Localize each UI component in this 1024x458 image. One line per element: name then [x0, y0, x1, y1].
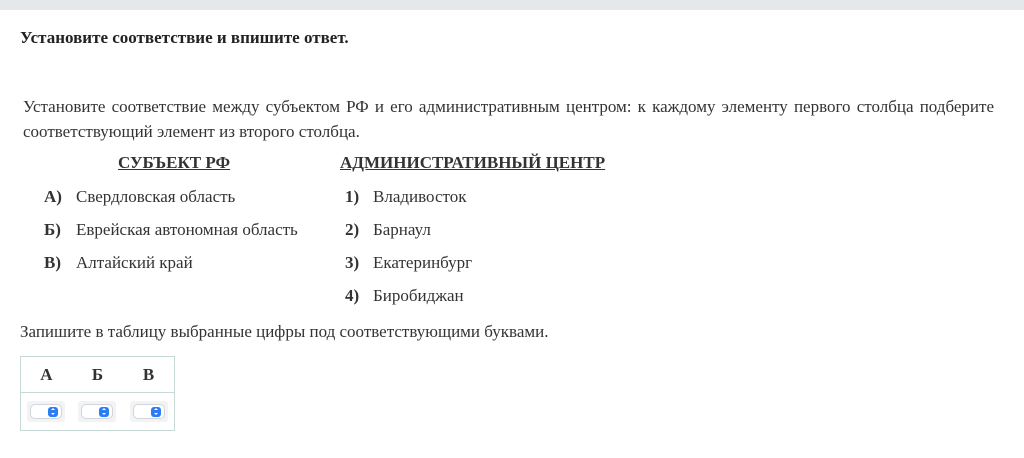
right-item-text: Екатеринбург	[373, 253, 473, 272]
chevron-up-down-icon	[99, 407, 109, 417]
chevron-up-down-icon	[151, 407, 161, 417]
answer-select-b[interactable]	[78, 401, 116, 422]
answer-select-v[interactable]	[130, 401, 168, 422]
select-box	[31, 405, 61, 418]
select-box	[134, 405, 164, 418]
right-item-text: Биробиджан	[373, 286, 464, 305]
answer-cell-v	[123, 393, 174, 431]
left-item-letter: В)	[44, 253, 61, 272]
right-column-header: АДМИНИСТРАТИВНЫЙ ЦЕНТР	[340, 153, 606, 172]
right-item-text: Барнаул	[373, 220, 431, 239]
right-item-number: 2)	[345, 220, 360, 239]
left-item-letter: А)	[44, 187, 62, 206]
right-item-number: 1)	[345, 187, 360, 206]
instruction-text: Запишите в таблицу выбранные цифры под соответствующими буквами.	[20, 322, 549, 341]
left-item-text: Еврейская автономная область	[76, 220, 298, 239]
left-item-text: Свердловская область	[76, 187, 236, 206]
answer-header-b: Б	[72, 357, 123, 393]
answer-select-a[interactable]	[27, 401, 65, 422]
answer-header-v: В	[123, 357, 174, 393]
answer-header-a: А	[21, 357, 72, 393]
left-item-letter: Б)	[44, 220, 61, 239]
task-title: Установите соответствие и впишите ответ.	[20, 28, 349, 47]
question-text: Установите соответствие между субъектом РФ и его административным центром: к каждому элементу первого столбца подберите соответствующий элемент из второго столбца.	[23, 97, 994, 141]
answer-table	[20, 356, 175, 431]
right-item-number: 3)	[345, 253, 360, 272]
select-box	[82, 405, 112, 418]
right-item-text: Владивосток	[373, 187, 467, 206]
answer-cell-b	[72, 393, 123, 431]
left-item-text: Алтайский край	[76, 253, 193, 272]
answer-cell-a	[21, 393, 72, 431]
top-bar	[0, 0, 1024, 10]
left-column-header: СУБЪЕКТ РФ	[118, 153, 231, 172]
chevron-up-down-icon	[48, 407, 58, 417]
right-item-number: 4)	[345, 286, 360, 305]
